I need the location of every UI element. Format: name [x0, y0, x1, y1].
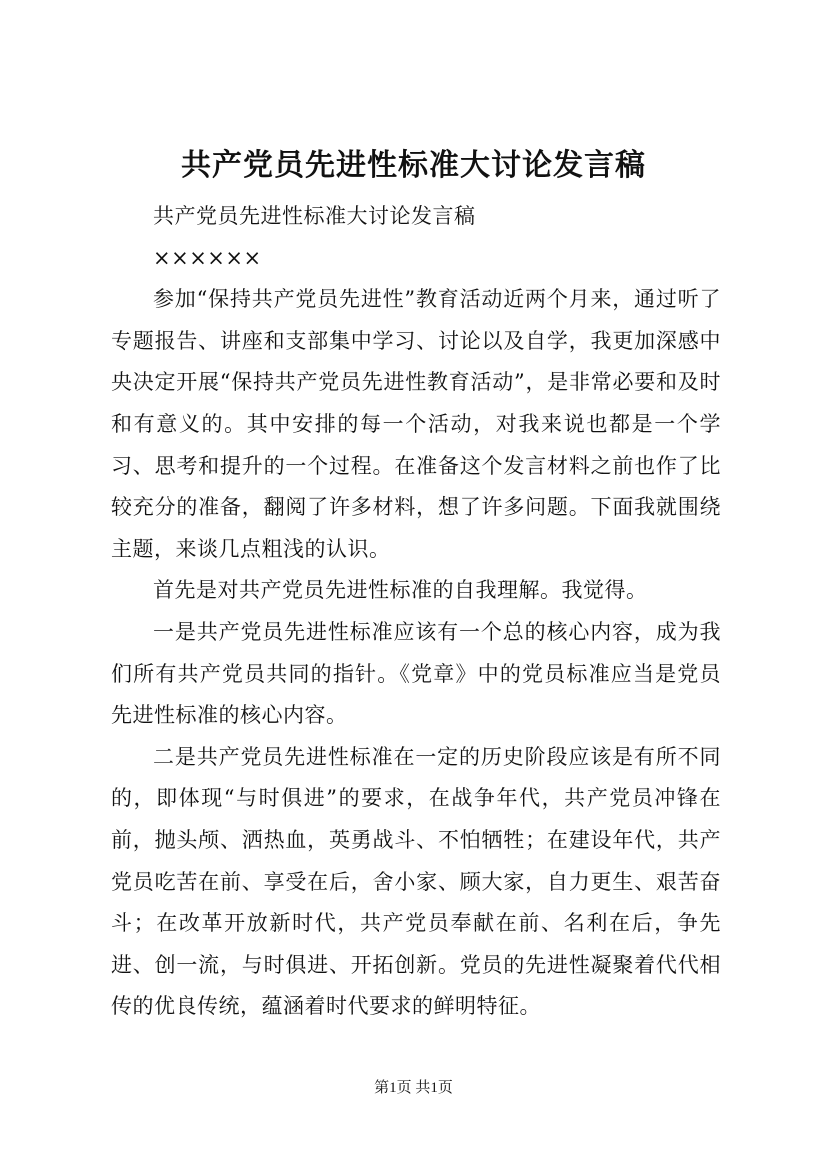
page-number-footer: 第1页 共1页 — [374, 1080, 453, 1096]
paragraph-author: ×××××× — [153, 245, 262, 270]
paragraph-first-point: 首先是对共产党员先进性标准的自我理解。我觉得。 — [153, 578, 648, 603]
document-title: 共产党员先进性标准大讨论发言稿 — [181, 148, 646, 183]
paragraph-intro: 参加“保持共产党员先进性”教育活动近两个月来，通过听了专题报告、讲座和支部集中学习、讨论以及自学，我更加深感中央决定开展“保持共产党员先进性教育活动”，是非常必要和及时和有意义的。其中安排的每一个活动，对我来说也都是一个学习、思考和提升的一个过程。在准备这个发言材料之前也作了比较充分的准备，翻阅了许多材料，想了许多问题。下面我就围绕主题，来谈几点粗浅的认识。 — [111, 287, 721, 561]
document-body — [111, 196, 721, 1028]
paragraph-point-two: 二是共产党员先进性标准在一定的历史阶段应该是有所不同的，即体现“与时俱进”的要求，在战争年代，共产党员冲锋在前，抛头颅、洒热血，英勇战斗、不怕牺牲；在建设年代，共产党员吃苦在前、享受在后，舍小家、顾大家，自力更生、艰苦奋斗；在改革开放新时代，共产党员奉献在前、名利在后，争先进、创一流，与时俱进、开拓创新。党员的先进性凝聚着代代相传的优良传统，蕴涵着时代要求的鲜明特征。 — [111, 744, 721, 1019]
paragraph-point-one: 一是共产党员先进性标准应该有一个总的核心内容，成为我们所有共产党员共同的指针。《党章》中的党员标准应当是党员先进性标准的核心内容。 — [111, 619, 721, 728]
paragraph-subtitle: 共产党员先进性标准大讨论发言稿 — [153, 204, 476, 228]
